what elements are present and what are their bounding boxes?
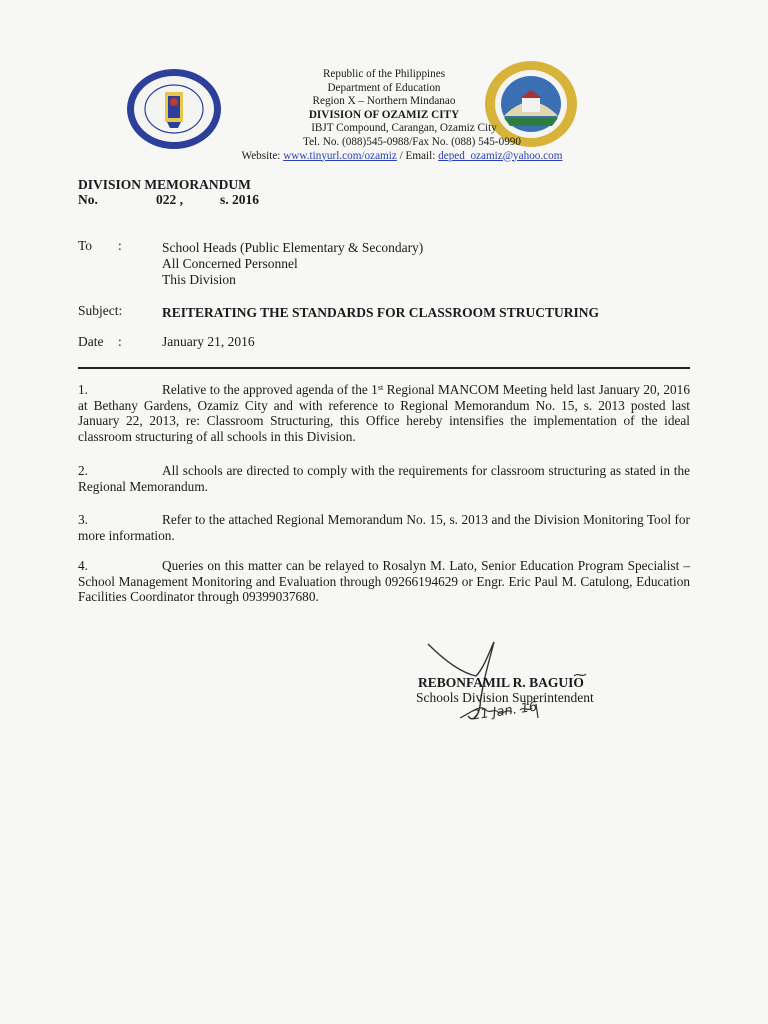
date-colon: : xyxy=(118,334,122,349)
region-line: Region X – Northern Mindanao xyxy=(312,95,456,108)
phone-line: Tel. No. (088)545-0988/Fax No. (088) 545-0990 xyxy=(303,135,521,148)
country-line: Republic of the Philippines xyxy=(322,68,446,80)
handwritten-date: 21 Jan. 16 xyxy=(471,699,539,724)
paragraph-3 xyxy=(78,512,690,543)
address-line: IBJT Compound, Carangan, Ozamiz City xyxy=(311,122,497,135)
memo-series: s. 2016 xyxy=(220,192,260,207)
subject-label: Subject: xyxy=(78,303,123,318)
to-colon: : xyxy=(118,238,122,253)
date-value: January 21, 2016 xyxy=(162,334,255,349)
memo-title: DIVISION MEMORANDUM xyxy=(78,177,251,192)
memo-no-label: No. xyxy=(78,192,98,207)
web-email-line xyxy=(0,150,768,164)
paragraph-1-text-a: Relative to the approved agenda of the 1 xyxy=(162,382,378,397)
department-line: Department of Education xyxy=(327,81,441,94)
to-line-2: All Concerned Personnel xyxy=(162,256,298,271)
paragraph-1 xyxy=(78,382,690,444)
subject-value: REITERATING THE STANDARDS FOR CLASSROOM STRUCTURING xyxy=(162,305,599,320)
paragraph-2 xyxy=(78,463,690,494)
signatory-name: REBONFAMIL R. BAGUIO xyxy=(418,675,584,690)
paragraph-2-text: All schools are directed to comply with the requirements for classroom structuring as stated in the Regional Memorandum. xyxy=(78,463,690,494)
paragraph-1-text-b: Regional MANCOM Meeting held last January 20, 2016 at Bethany Gardens, Ozamiz City and with reference to Regional Memorandum No. 15, s. 2013 posted last January 22, 2013, re: Classroom Structuring, this Office hereby intensifies the implementation of the ideal classroom structuring of all schools in this Division. xyxy=(78,382,690,444)
website-link[interactable]: www.tinyurl.com/ozamiz xyxy=(283,149,397,162)
letterhead xyxy=(0,68,768,163)
date-label: Date xyxy=(78,334,104,349)
to-label: To xyxy=(78,238,93,253)
paragraph-4 xyxy=(78,558,690,605)
paragraph-1-sup: st xyxy=(377,383,384,392)
to-line-1: School Heads (Public Elementary & Secondary) xyxy=(162,240,424,255)
header-divider xyxy=(78,367,690,369)
paragraph-4-text: Queries on this matter can be relayed to Rosalyn M. Lato, Senior Education Program Specialist – School Management Monitoring and Evaluation through 09266194629 or Engr. Eric Paul M. Catulong, Education Facilities Coordinator through 09399037680. xyxy=(78,558,690,604)
website-label: Website: xyxy=(241,149,281,162)
memo-number: 022 , xyxy=(156,192,183,207)
memo-number-row xyxy=(78,192,378,210)
paragraph-4-number: 4. xyxy=(78,558,88,573)
paragraph-3-number: 3. xyxy=(78,512,88,527)
paragraph-2-number: 2. xyxy=(78,463,88,478)
email-link[interactable]: deped_ozamiz@yahoo.com xyxy=(438,149,563,162)
to-line-3: This Division xyxy=(162,272,236,287)
paragraph-3-text: Refer to the attached Regional Memorandum No. 15, s. 2013 and the Division Monitoring Tool for more information. xyxy=(78,512,690,543)
paragraph-1-number: 1. xyxy=(78,382,88,397)
signatory-title: Schools Division Superintendent xyxy=(416,690,594,705)
email-label: / Email: xyxy=(399,149,436,162)
division-line: DIVISION OF OZAMIZ CITY xyxy=(308,108,460,121)
